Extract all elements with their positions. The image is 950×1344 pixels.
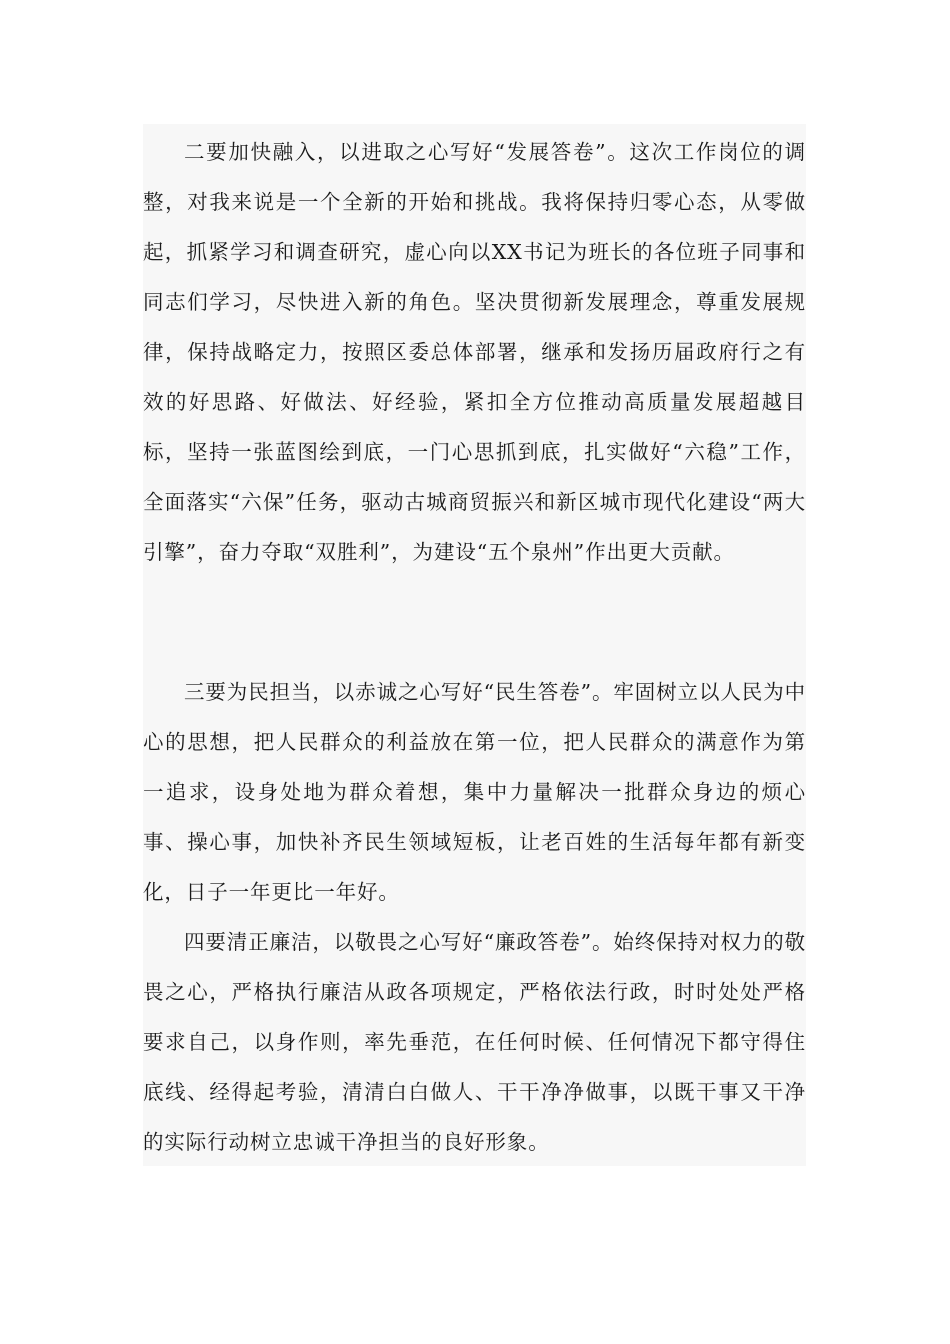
paragraph-development: 二要加快融入，以进取之心写好“发展答卷”。这次工作岗位的调整，对我来说是一个全新的开始和挑战。我将保持归零心态，从零做起，抓紧学习和调查研究，虚心向以XX书记为班长的各位班子同事和同志们学习，尽快进入新的角色。坚决贯彻新发展理念，尊重发展规律，保持战略定力，按照区委总体部署，继承和发扬历届政府行之有效的好思路、好做法、好经验，紧扣全方位推动高质量发展超越目标，坚持一张蓝图绘到底，一门心思抓到底，扎实做好“六稳”工作，全面落实“六保”任务，驱动古城商贸振兴和新区城市现代化建设“两大引擎”，奋力夺取“双胜利”，为建设“五个泉州”作出更大贡献。 [143, 140, 806, 564]
text-block [143, 124, 806, 1166]
paragraph-livelihood: 三要为民担当，以赤诚之心写好“民生答卷”。牢固树立以人民为中心的思想，把人民群众的利益放在第一位，把人民群众的满意作为第一追求，设身处地为群众着想，集中力量解决一批群众身边的烦心事、操心事，加快补齐民生领域短板，让老百姓的生活每年都有新变化，日子一年更比一年好。 [143, 680, 806, 904]
paragraph-integrity: 四要清正廉洁，以敬畏之心写好“廉政答卷”。始终保持对权力的敬畏之心，严格执行廉洁从政各项规定，严格依法行政，时时处处严格要求自己，以身作则，率先垂范，在任何时候、任何情况下都守得住底线、经得起考验，清清白白做人、干干净净做事，以既干事又干净的实际行动树立忠诚干净担当的良好形象。 [143, 930, 806, 1154]
